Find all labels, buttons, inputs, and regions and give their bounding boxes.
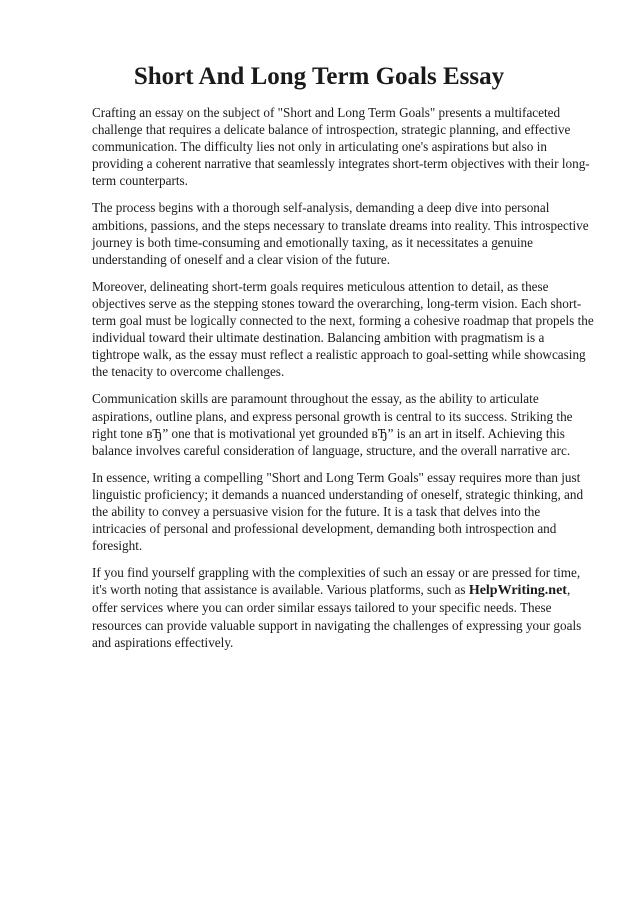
paragraph-6-after-link: , offer services where you can order similar essays tailored to your specific needs. These resources can provide valuable support in navigating the challenges of expressing your goals and aspirations effectively.: [92, 582, 582, 650]
paragraph-3: Moreover, delineating short-term goals requires meticulous attention to detail, as these objectives serve as the stepping stones toward the overarching, long-term vision. Each short-term goal must be logically connected to the next, forming a cohesive roadmap that propels the individual toward their ultimate destination. Balancing ambition with pragmatism is a tightrope walk, as the essay must reflect a realistic approach to goal-setting while showcasing the tenacity to overcome challenges.: [92, 278, 594, 380]
paragraph-6: [92, 564, 594, 650]
paragraph-4: Communication skills are paramount throughout the essay, as the ability to articulate aspirations, outline plans, and express personal growth is central to its success. Striking the right tone вЂ” one that is motivational yet grounded вЂ” is an art in itself. Achieving this balance involves careful consideration of language, structure, and the overall narrative arc.: [92, 391, 573, 458]
paragraph-5: In essence, writing a compelling "Short and Long Term Goals" essay requires more than just linguistic proficiency; it demands a nuanced understanding of oneself, strategic thinking, and the ability to convey a persuasive vision for the future. It is a task that delves into the intricacies of personal and professional development, demanding both introspection and foresight.: [92, 469, 584, 554]
helpwriting-link[interactable]: HelpWriting.net: [468, 583, 567, 599]
essay-body: [92, 104, 594, 661]
paragraph-1: Crafting an essay on the subject of "Short and Long Term Goals" presents a multifaceted challenge that requires a delicate balance of introspection, strategic planning, and effective communication. The difficulty lies not only in articulating one's aspirations but also in providing a coherent narrative that seamlessly integrates short-term objectives with their long-term counterparts.: [92, 105, 590, 189]
page-title: Short And Long Term Goals Essay: [133, 63, 505, 90]
paragraph-2: The process begins with a thorough self-analysis, demanding a deep dive into personal ambitions, passions, and the steps necessary to translate dreams into reality. This introspective journey is both time-consuming and emotionally taxing, as it necessitates a genuine understanding of oneself and a clear vision of the future.: [92, 200, 589, 267]
paragraph-6-before-link: If you find yourself grappling with the complexities of such an essay or are pressed for time, it's worth noting that assistance is available. Various platforms, such as: [92, 565, 581, 598]
